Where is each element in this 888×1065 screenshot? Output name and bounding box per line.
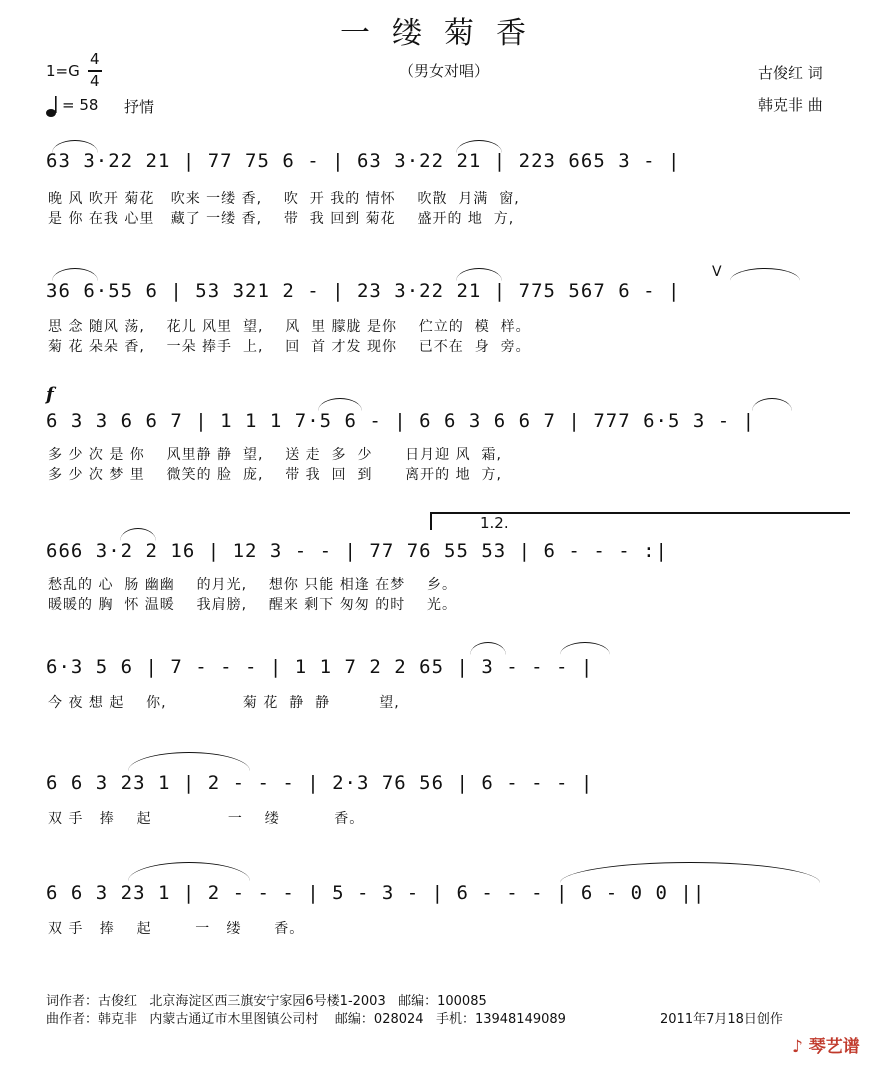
breath-mark: V: [712, 264, 722, 280]
logo-text: 琴艺谱: [808, 1037, 860, 1057]
logo-icon: ♪: [792, 1037, 809, 1057]
quarter-note-icon: [46, 96, 60, 122]
lyric-row-2-verse-1: 思 念 随风 荡, 花儿 风里 望, 风 里 朦胧 是你 伫立的 模 样。: [48, 319, 531, 335]
tempo-marking: = 58: [62, 96, 99, 114]
slur: [52, 140, 98, 153]
notation-row-3: 6 3 3 6 6 7 | 1 1 1 7·5 6 - | 6 6 3 6 6 7 | 777 6·5 3 - |: [46, 410, 756, 432]
lyric-row-7: 双 手 捧 起 一 缕 香。: [48, 921, 305, 937]
notation-row-5: 6·3 5 6 | 7 - - - | 1 1 7 2 2 65 | 3 - - - |: [46, 656, 594, 678]
key-signature: 1=G: [46, 62, 80, 80]
time-signature-top: 4: [90, 50, 100, 68]
notation-row-6: 6 6 3 23 1 | 2 - - - | 2·3 76 56 | 6 - - - |: [46, 772, 594, 794]
slur: [752, 398, 792, 411]
site-logo: [792, 1032, 860, 1057]
slur: [128, 752, 250, 771]
lyric-row-1-verse-2: 是 你 在我 心里 藏了 一缕 香, 带 我 回到 菊花 盛开的 地 方,: [48, 211, 515, 227]
song-title: 一缕菊香: [340, 16, 548, 51]
slur: [318, 398, 362, 411]
lyric-row-2-verse-2: 菊 花 朵朵 香, 一朵 捧手 上, 回 首 才发 现你 已不在 身 旁。: [48, 339, 531, 355]
expression-marking: 抒情: [124, 98, 155, 116]
lyric-row-3-verse-2: 多 少 次 梦 里 微笑的 脸 庞, 带 我 回 到 离开的 地 方,: [48, 467, 502, 483]
notation-row-4: 666 3·2 2 16 | 12 3 - - | 77 76 55 53 | 6 - - - :|: [46, 540, 668, 562]
notation-row-2: 36 6·55 6 | 53 321 2 - | 23 3·22 21 | 775 567 6 - |: [46, 280, 681, 302]
lyric-row-3-verse-1: 多 少 次 是 你 风里静 静 望, 送 走 多 少 日月迎 风 霜,: [48, 447, 502, 463]
footer-lyricist-info: 词作者：古俊红 北京海淀区西三旗安宁家园6号楼1-2003 邮编：100085: [46, 994, 487, 1009]
dynamic-forte: f: [46, 384, 54, 405]
slur: [456, 268, 502, 281]
tie: [560, 862, 820, 883]
volta-label: 1.2.: [480, 514, 509, 532]
slur: [456, 140, 502, 153]
slur: [730, 268, 800, 281]
composer-credit: 韩克非 曲: [758, 96, 823, 114]
notation-row-7: 6 6 3 23 1 | 2 - - - | 5 - 3 - | 6 - - - | 6 - 0 0 ||: [46, 882, 706, 904]
song-subtitle: （男女对唱）: [398, 62, 489, 80]
slur: [52, 268, 98, 281]
lyric-row-6: 双 手 捧 起 一 缕 香。: [48, 811, 365, 827]
lyricist-credit: 古俊红 词: [758, 64, 823, 82]
footer-composer-info: 曲作者：韩克非 内蒙古通辽市木里图镇公司村 邮编：028024 手机：13948149089: [46, 1012, 566, 1027]
slur: [470, 642, 506, 655]
lyric-row-4-verse-2: 暖暖的 胸 怀 温暖 我肩膀, 醒来 剩下 匆匆 的时 光。: [48, 597, 458, 613]
slur: [120, 528, 156, 541]
slur: [560, 642, 610, 655]
volta-bracket-left: [430, 512, 432, 530]
notation-row-1: 63 3·22 21 | 77 75 6 - | 63 3·22 21 | 223 665 3 - |: [46, 150, 681, 172]
time-signature-bottom: 4: [90, 72, 100, 90]
lyric-row-4-verse-1: 愁乱的 心 肠 幽幽 的月光, 想你 只能 相逢 在梦 乡。: [48, 577, 458, 593]
lyric-row-5: 今 夜 想 起 你, 菊 花 静 静 望,: [48, 695, 400, 711]
slur: [128, 862, 250, 881]
footer-date: 2011年7月18日创作: [660, 1012, 783, 1027]
lyric-row-1-verse-1: 晚 风 吹开 菊花 吹来 一缕 香, 吹 开 我的 情怀 吹散 月满 窗,: [48, 191, 520, 207]
